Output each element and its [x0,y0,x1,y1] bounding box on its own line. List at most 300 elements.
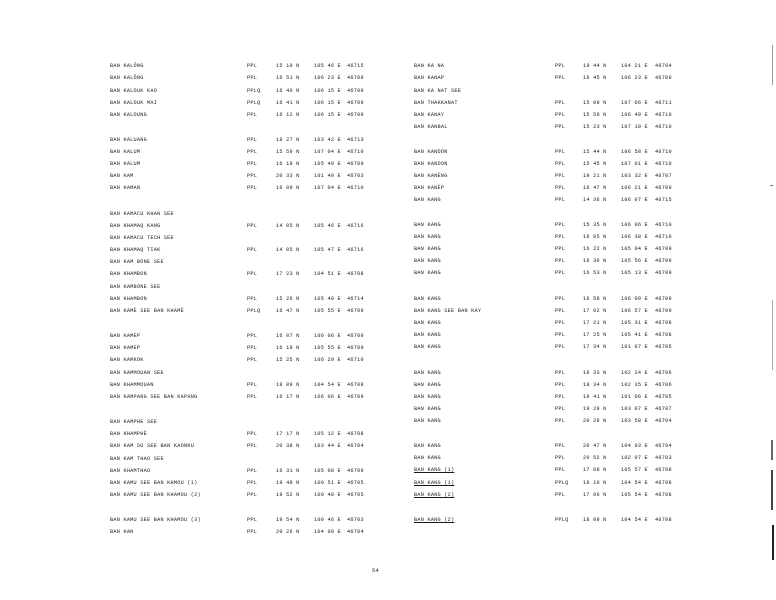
entry-type: PPL [555,124,566,130]
entry-ref: 46709 [655,258,672,264]
entry-lat: 16 36 N [583,258,607,264]
entry-type: PPL [247,443,258,449]
entry-type: PPL [247,480,258,486]
entry-lon: 106 23 E [314,75,341,81]
entry-name: BAN THAKKANAT [414,100,458,106]
entry-ref: 46705 [347,480,364,486]
entry-name: BAN KHAMPHÈ [110,431,147,437]
entry-type: PPL [555,382,566,388]
entry-lat: 17 25 N [583,332,607,338]
entry-name: BAN KALOUNG [110,112,147,118]
entry-lon: 106 49 E [621,112,648,118]
entry-type: PPL [247,468,258,474]
entry-lat: 15 59 N [583,112,607,118]
entry-lon: 106 58 E [621,149,648,155]
entry-name: BAN KANG SEE BAN KAY [414,308,482,314]
entry-lon: 107 04 E [314,185,341,191]
entry-lon: 104 54 E [314,382,341,388]
entry-type: PPL [247,394,258,400]
entry-lon: 103 32 E [621,173,648,179]
entry-lat: 20 28 N [583,418,607,424]
entry-type: PPL [247,161,258,167]
entry-lat: 19 48 N [276,480,300,486]
entry-ref: 46708 [655,480,672,486]
entry-ref: 46710 [655,161,672,167]
entry-name: BAN KANG [414,344,441,350]
entry-lon: 105 49 E [314,296,341,302]
entry-name: BAN KAM SU SEE BAN KAONKU [110,443,195,449]
entry-ref: 46709 [347,333,364,339]
entry-ref: 46706 [655,370,672,376]
entry-lat: 17 06 N [583,492,607,498]
entry-lon: 104 21 E [621,63,648,69]
entry-name: BAN KA NA [414,63,445,69]
entry-type: PPL [247,357,258,363]
entry-ref: 46709 [347,161,364,167]
entry-lat: 19 21 N [583,173,607,179]
entry-type: PPL [247,271,258,277]
entry-ref: 46708 [655,517,672,523]
entry-ref: 46709 [655,246,672,252]
entry-lon: 102 07 E [621,455,648,461]
entry-name: BAN KAMEP [110,345,141,351]
entry-type: PPL [555,492,566,498]
entry-lat: 15 45 N [583,161,607,167]
entry-ref: 46704 [655,418,672,424]
entry-lat: 16 31 N [276,468,300,474]
entry-ref: 46709 [347,468,364,474]
entry-type: PPL [247,345,258,351]
entry-type: PPL [555,344,566,350]
entry-ref: 46714 [347,296,364,302]
entry-lat: 15 10 N [276,63,300,69]
entry-type: PPL [555,406,566,412]
entry-type: PPL [247,247,258,253]
entry-ref: 46710 [655,234,672,240]
entry-name: BAN KAMÈ SEE BAN KHAMÈ [110,308,184,314]
entry-lat: 15 09 N [583,100,607,106]
entry-name: BAN KAMACU KHAN SEE [110,211,174,217]
entry-lat: 16 53 N [583,270,607,276]
entry-type: PPL [555,394,566,400]
entry-lon: 105 46 E [314,63,341,69]
entry-lat: 15 35 N [583,222,607,228]
entry-lon: 107 19 E [621,124,648,130]
entry-type: PPL [555,270,566,276]
entry-ref: 46703 [655,455,672,461]
entry-name: BAN KHAMBON [110,271,147,277]
entry-name: BAN KANG [414,418,441,424]
entry-name: BAN KHAMAQ KANG [110,223,161,229]
entry-name: BAN KHAMMOUAN [110,382,154,388]
entry-name: BAN KALUM [110,161,141,167]
entry-lat: 20 38 N [276,443,300,449]
entry-ref: 46715 [347,63,364,69]
entry-name: BAN KANDON [414,149,448,155]
entry-lat: 16 05 N [583,234,607,240]
entry-lon: 104 00 E [314,529,341,535]
entry-lat: 16 22 N [583,246,607,252]
entry-lat: 14 36 N [583,197,607,203]
entry-name: BAN KAMPANG SEE BAN KAPANG [110,394,198,400]
entry-ref: 46708 [347,271,364,277]
entry-ref: 46709 [655,75,672,81]
entry-lon: 105 46 E [314,223,341,229]
entry-type: PPLQ [555,517,569,523]
entry-ref: 46709 [655,185,672,191]
entry-type: PPL [247,529,258,535]
entry-type: PPL [247,185,258,191]
entry-type: PPL [555,455,566,461]
entry-lon: 100 46 E [314,517,341,523]
entry-lat: 19 52 N [276,492,300,498]
entry-lat: 18 10 N [583,480,607,486]
entry-ref: 46709 [347,345,364,351]
entry-lat: 14 05 N [276,223,300,229]
entry-type: PPLQ [247,100,261,106]
entry-ref: 46708 [655,320,672,326]
entry-type: PPL [247,431,258,437]
entry-type: PPL [555,320,566,326]
entry-lat: 16 47 N [583,185,607,191]
entry-lon: 106 15 E [314,112,341,118]
entry-type: PPL [247,333,258,339]
entry-lat: 15 44 N [583,149,607,155]
entry-ref: 46710 [655,112,672,118]
entry-lon: 106 07 E [621,197,648,203]
entry-name: BAN KANG [414,222,441,228]
entry-type: PPL [555,149,566,155]
entry-name: BAN KAN [110,529,134,535]
entry-name: BAN KAMACU TECH SEE [110,235,174,241]
entry-lon: 105 12 E [314,431,341,437]
entry-lat: 16 07 N [276,333,300,339]
entry-name: BAN KAMU SEE BAN KHAMOU (2) [110,492,201,498]
entry-name: BAN KANG (1) [414,480,455,486]
entry-lon: 106 57 E [621,308,648,314]
entry-type: PPL [247,75,258,81]
entry-lat: 20 47 N [583,443,607,449]
entry-name: BAN KALOUK KAO [110,88,158,94]
entry-lon: 105 41 E [621,332,648,338]
entry-type: PPL [555,332,566,338]
entry-name: BAN KAM [110,173,134,179]
entry-lon: 103 44 E [314,443,341,449]
entry-ref: 46710 [347,185,364,191]
entry-ref: 46708 [655,332,672,338]
entry-lat: 15 59 N [276,149,300,155]
entry-lat: 15 26 N [276,296,300,302]
entry-ref: 46710 [655,149,672,155]
entry-lat: 17 21 N [583,320,607,326]
entry-lat: 18 34 N [583,382,607,388]
entry-name: BAN KANG [414,296,441,302]
entry-lon: 105 13 E [621,270,648,276]
entry-ref: 46710 [347,357,364,363]
entry-lon: 104 54 E [621,517,648,523]
entry-name: BAN KANG (2) [414,492,455,498]
entry-name: BAN KANÈNG [414,173,448,179]
entry-lat: 20 33 N [276,173,300,179]
entry-type: PPL [247,137,258,143]
entry-type: PPLQ [247,308,261,314]
entry-ref: 46709 [655,296,672,302]
entry-lat: 16 58 N [583,296,607,302]
entry-lat: 16 19 N [276,345,300,351]
entry-type: PPL [247,173,258,179]
entry-type: PPL [555,308,566,314]
entry-name: BAN KALÔNG [110,75,144,81]
entry-lon: 106 21 E [621,185,648,191]
entry-type: PPL [555,185,566,191]
entry-lon: 106 23 E [621,75,648,81]
entry-lat: 20 52 N [583,455,607,461]
entry-type: PPL [247,382,258,388]
entry-type: PPL [247,296,258,302]
entry-name: BAN KANG [414,234,441,240]
entry-ref: 46716 [347,247,364,253]
entry-lat: 17 02 N [583,308,607,314]
entry-lon: 103 07 E [621,406,648,412]
entry-lon: 106 09 E [621,296,648,302]
entry-ref: 46709 [347,394,364,400]
entry-lon: 103 42 E [314,137,341,143]
entry-ref: 46708 [347,431,364,437]
entry-lon: 104 54 E [621,480,648,486]
entry-lon: 106 06 E [314,394,341,400]
entry-name: BAN KANÈP [414,185,445,191]
entry-name: BAN KAMAN [110,185,141,191]
entry-name: BAN KANAY [414,112,445,118]
entry-type: PPL [247,149,258,155]
entry-lat: 17 34 N [583,344,607,350]
entry-lon: 105 54 E [621,492,648,498]
entry-type: PPL [247,63,258,69]
entry-name: BAN KANG (2) [414,517,455,523]
entry-lon: 107 01 E [621,161,648,167]
entry-name: BAN KANG [414,443,441,449]
entry-ref: 46705 [655,344,672,350]
entry-lon: 104 03 E [621,443,648,449]
entry-lat: 14 05 N [276,247,300,253]
entry-lon: 105 56 E [621,258,648,264]
entry-type: PPL [555,112,566,118]
entry-lat: 19 44 N [583,63,607,69]
entry-lon: 100 48 E [314,492,341,498]
entry-lon: 105 55 E [314,345,341,351]
entry-lon: 101 06 E [621,394,648,400]
entry-lon: 107 04 E [314,149,341,155]
entry-ref: 46704 [655,63,672,69]
scan-edge-marks [732,0,776,600]
entry-lat: 16 17 N [276,394,300,400]
entry-lat: 18 33 N [583,370,607,376]
entry-lat: 17 23 N [276,271,300,277]
entry-name: BAN KANG [414,370,441,376]
entry-name: BAN KALUANG [110,137,147,143]
entry-lat: 16 45 N [583,75,607,81]
entry-lat: 18 09 N [276,382,300,388]
entry-lon: 107 06 E [621,100,648,106]
entry-lon: 106 06 E [621,222,648,228]
entry-name: BAN KAMU SEE BAN KHAMOU (3) [110,517,201,523]
entry-lat: 16 51 N [276,75,300,81]
entry-ref: 46708 [347,382,364,388]
entry-name: BAN KANAP [414,75,445,81]
entry-type: PPL [555,197,566,203]
entry-name: BAN KALUM [110,149,141,155]
entry-ref: 46705 [347,492,364,498]
entry-name: BAN KAMEP [110,333,141,339]
entry-lon: 101 07 E [621,344,648,350]
entry-ref: 46705 [655,394,672,400]
entry-name: BAN KAMU SEE BAN KHMOU (1) [110,480,198,486]
entry-type: PPL [247,517,258,523]
entry-ref: 46704 [347,529,364,535]
entry-lon: 106 15 E [314,88,341,94]
entry-type: PPL [555,418,566,424]
entry-lon: 102 24 E [621,370,648,376]
entry-name: BAN KANG [414,406,441,412]
entry-type: PPL [555,258,566,264]
entry-type: PPL [555,246,566,252]
entry-lon: 106 06 E [314,333,341,339]
entry-ref: 46711 [655,100,672,106]
entry-lon: 106 15 E [314,100,341,106]
entry-ref: 46703 [347,173,364,179]
entry-ref: 46707 [655,173,672,179]
entry-lat: 18 27 N [276,137,300,143]
entry-ref: 46709 [347,100,364,106]
entry-type: PPL [555,222,566,228]
entry-ref: 46708 [655,492,672,498]
entry-name: BAN KANG [414,382,441,388]
entry-lat: 15 25 N [276,357,300,363]
entry-lon: 105 40 E [314,161,341,167]
entry-lat: 16 19 N [276,161,300,167]
entry-lat: 18 09 N [583,517,607,523]
entry-type: PPL [555,467,566,473]
entry-lon: 105 31 E [621,320,648,326]
entry-ref: 46709 [347,112,364,118]
entry-lat: 16 41 N [276,100,300,106]
entry-lon: 105 55 E [314,308,341,314]
entry-name: BAN KANBAL [414,124,448,130]
entry-type: PPL [555,63,566,69]
entry-name: BAN KANG [414,455,441,461]
entry-name: BAN KAMPHE SEE [110,419,158,425]
entry-lat: 20 26 N [276,529,300,535]
entry-ref: 46710 [347,149,364,155]
entry-name: BAN KANG [414,332,441,338]
entry-ref: 46708 [655,467,672,473]
entry-type: PPL [247,492,258,498]
entry-lat: 19 41 N [583,394,607,400]
entry-lat: 16 09 N [276,185,300,191]
entry-ref: 46709 [655,308,672,314]
entry-lon: 105 57 E [621,467,648,473]
entry-type: PPL [555,234,566,240]
entry-name: BAN KHAMBON [110,296,147,302]
entry-lon: 105 08 E [314,468,341,474]
entry-ref: 46710 [655,124,672,130]
entry-lat: 16 47 N [276,308,300,314]
entry-name: BAN KANG [414,197,441,203]
page-number: 54 [372,568,379,574]
entry-ref: 46709 [655,270,672,276]
entry-name: BAN KANG [414,246,441,252]
entry-name: BAN KANG [414,394,441,400]
entry-lat: 16 12 N [276,112,300,118]
entry-type: PPL [555,370,566,376]
entry-name: BAN KAMBONE SEE [110,284,161,290]
entry-lon: 101 40 E [314,173,341,179]
entry-type: PPL [555,75,566,81]
entry-lat: 19 54 N [276,517,300,523]
entry-name: BAN KHAMAQ TIAK [110,247,161,253]
entry-lon: 106 38 E [621,234,648,240]
entry-ref: 46709 [347,88,364,94]
entry-name: BAN KAM THAO SEE [110,456,164,462]
entry-type: PPL [555,296,566,302]
entry-type: PPL [247,223,258,229]
entry-ref: 46713 [347,137,364,143]
entry-lon: 102 35 E [621,382,648,388]
entry-lon: 104 51 E [314,271,341,277]
entry-ref: 46704 [347,443,364,449]
entry-lat: 15 23 N [583,124,607,130]
entry-ref: 46710 [655,222,672,228]
entry-type: PPL [555,173,566,179]
entry-name: BAN KANG (1) [414,467,455,473]
entry-ref: 46715 [655,197,672,203]
entry-name: BAN KAMKOK [110,357,144,363]
entry-lon: 105 04 E [621,246,648,252]
entry-lat: 16 40 N [276,88,300,94]
entry-lat: 17 17 N [276,431,300,437]
entry-ref: 46706 [655,382,672,388]
entry-type: PPLQ [247,88,261,94]
entry-lat: 17 08 N [583,467,607,473]
entry-ref: 46709 [347,308,364,314]
entry-name: BAN KA NAT SEE [414,88,462,94]
entry-lon: 103 58 E [621,418,648,424]
entry-name: BAN KALÔNG [110,63,144,69]
entry-name: BAN KALOUK MAI [110,100,158,106]
entry-type: PPL [555,161,566,167]
entry-type: PPL [555,100,566,106]
entry-name: BAN KAM BONE SEE [110,259,164,265]
entry-lon: 100 51 E [314,480,341,486]
entry-ref: 46709 [347,75,364,81]
entry-ref: 46703 [347,517,364,523]
entry-ref: 46707 [655,406,672,412]
entry-name: BAN KANG [414,270,441,276]
entry-type: PPL [247,112,258,118]
entry-lat: 19 29 N [583,406,607,412]
entry-name: BAN KANDON [414,161,448,167]
entry-type: PPLQ [555,480,569,486]
entry-ref: 46716 [347,223,364,229]
entry-lon: 106 29 E [314,357,341,363]
entry-name: BAN KANG [414,258,441,264]
entry-name: BAN KHAMTHAO [110,468,151,474]
entry-type: PPL [555,443,566,449]
entry-ref: 46704 [655,443,672,449]
entry-name: BAN KAMMOUAN SEE [110,370,164,376]
entry-name: BAN KANG [414,320,441,326]
entry-lon: 105 47 E [314,247,341,253]
